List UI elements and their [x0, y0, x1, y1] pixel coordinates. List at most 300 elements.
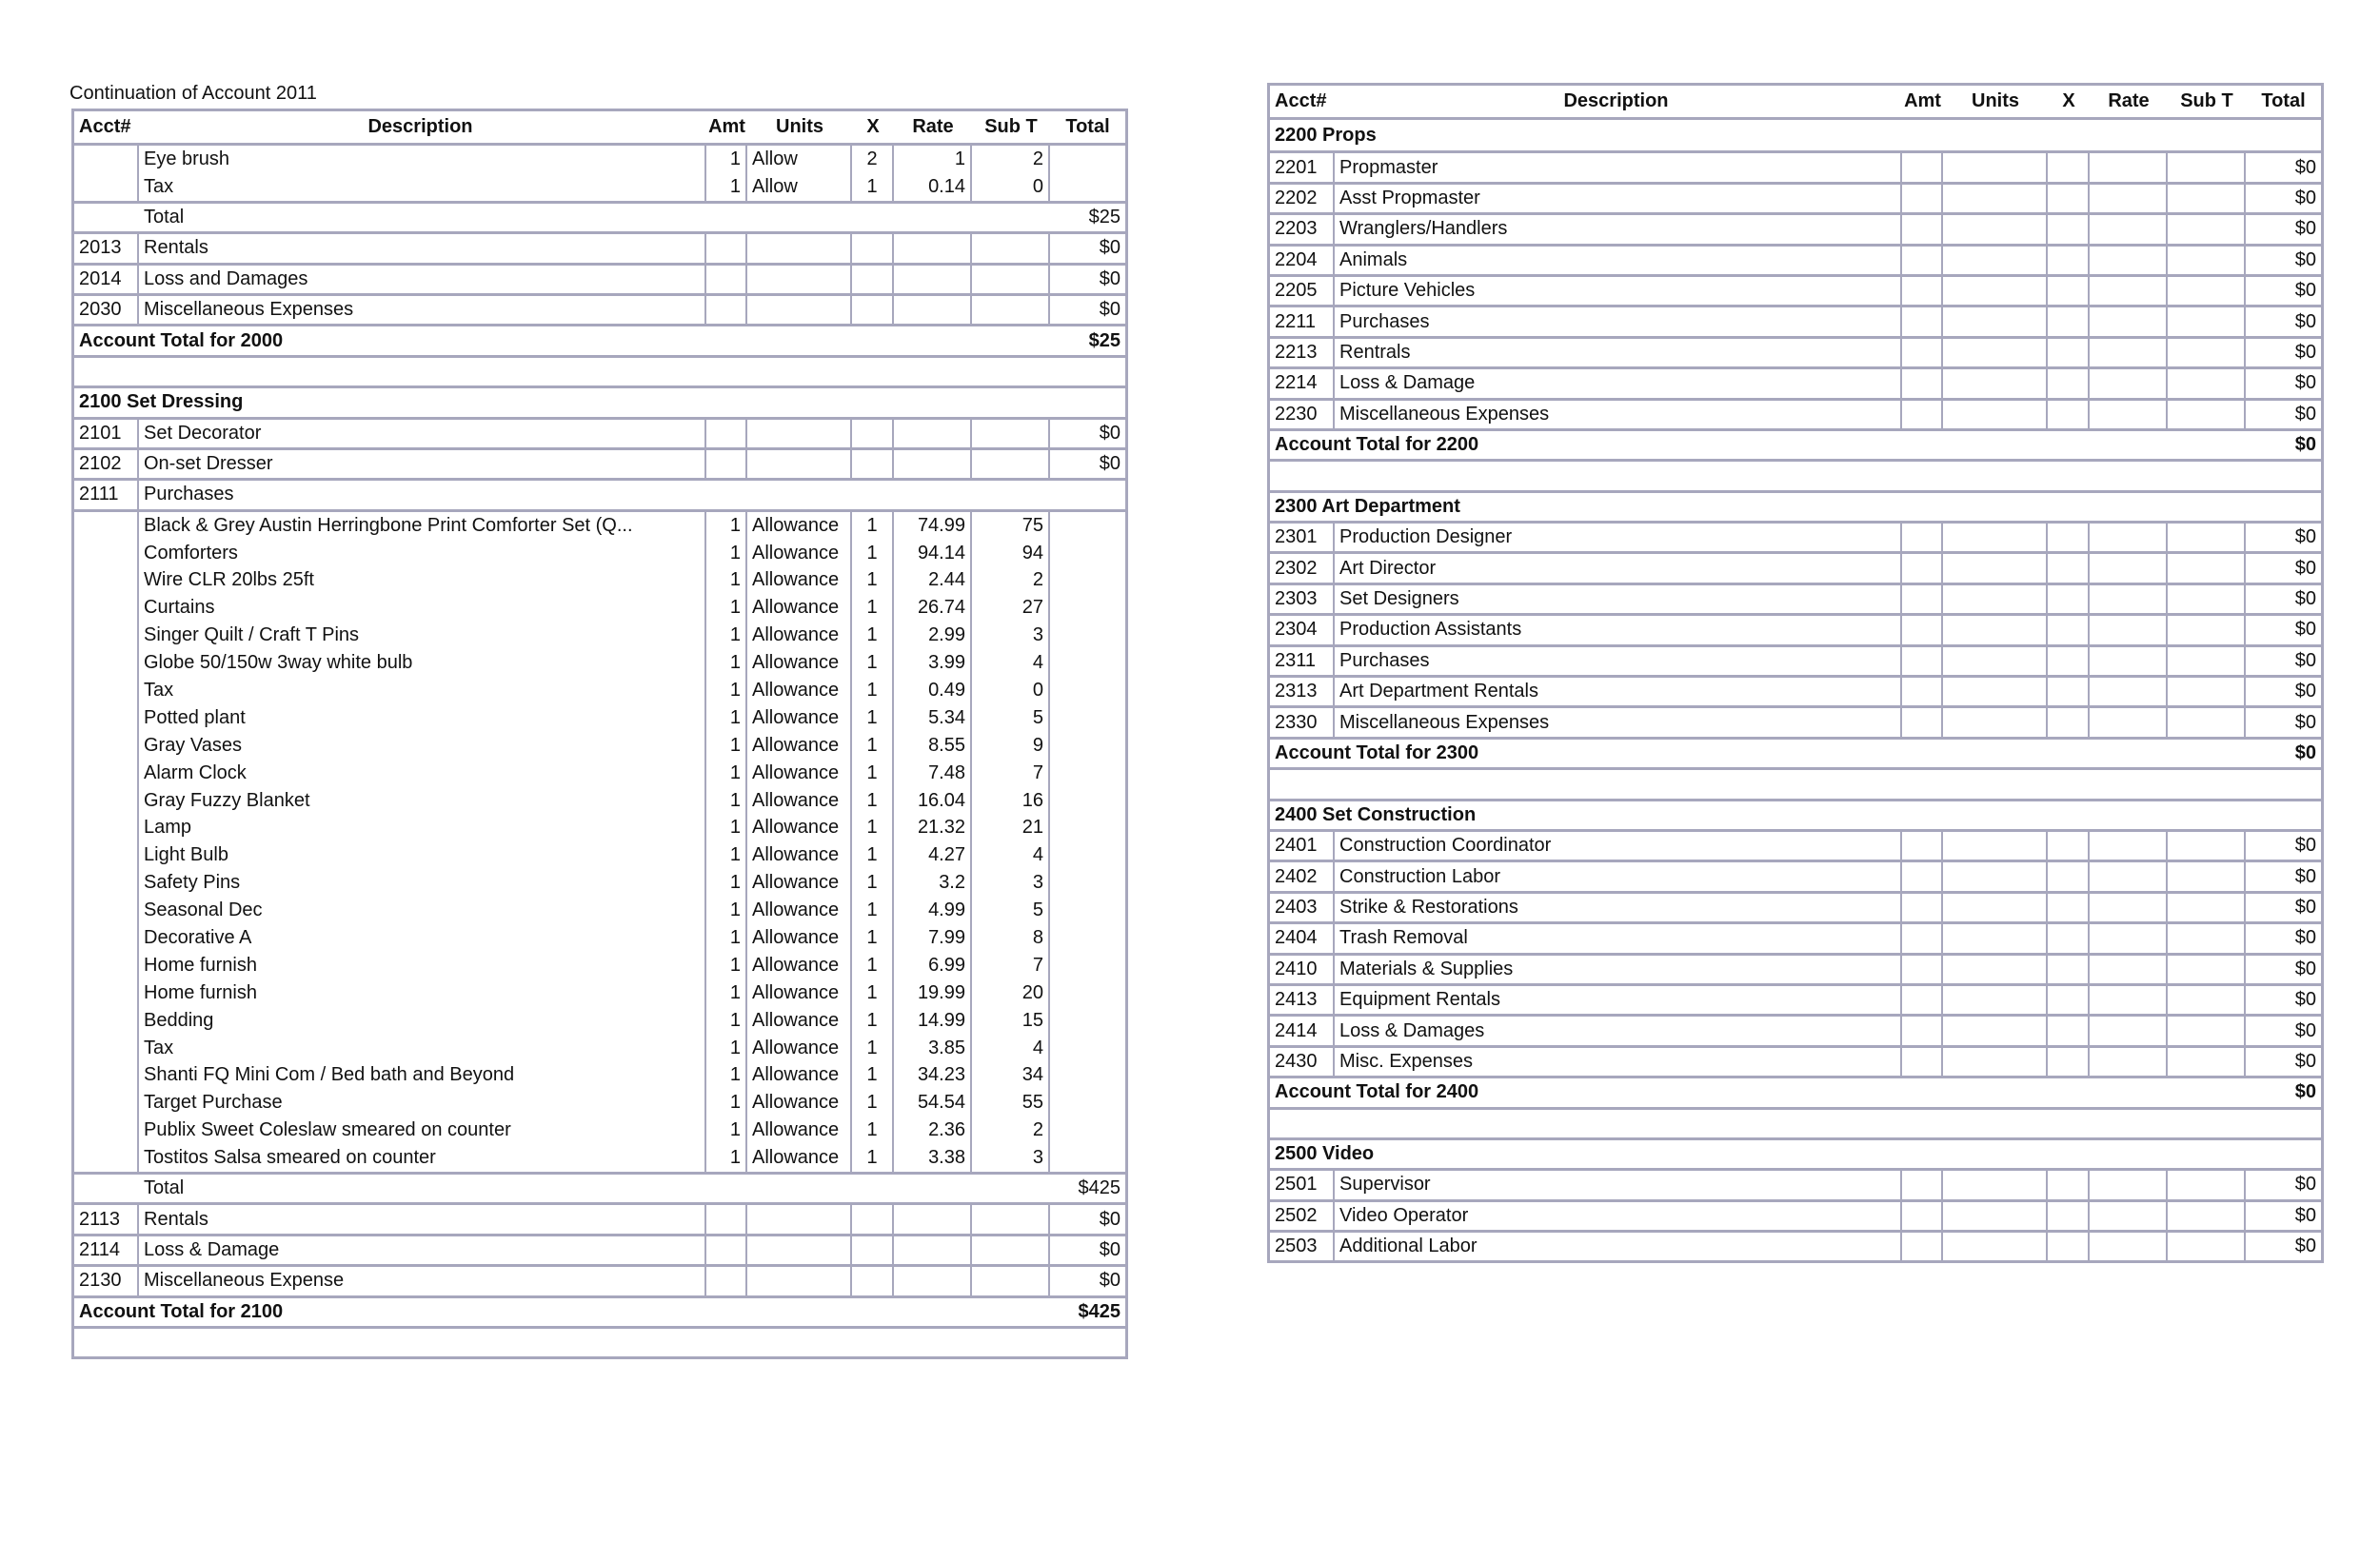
item-x: 1 — [852, 732, 894, 760]
subtotal-cell — [2168, 647, 2246, 675]
x-cell — [2048, 1171, 2090, 1198]
description: Propmaster — [1335, 153, 1902, 181]
total-cell: $0 — [2294, 403, 2316, 425]
subtotal-cell — [2168, 1171, 2246, 1198]
col-description-header: Description — [367, 116, 473, 137]
units-cell — [747, 1236, 852, 1264]
rate-cell — [2090, 307, 2168, 335]
item-total — [1050, 1062, 1125, 1090]
subtotal-cell — [2168, 247, 2246, 274]
item-x: 1 — [852, 173, 894, 201]
subtotal-cell — [2168, 708, 2246, 736]
subtotal-cell — [2168, 924, 2246, 952]
acct-number — [74, 1117, 139, 1144]
item-total — [1050, 787, 1125, 815]
item-total — [1050, 649, 1125, 677]
item-units center: Allow — [747, 146, 852, 173]
amt-cell — [1902, 277, 1943, 305]
total-cell: $0 — [2294, 187, 2316, 208]
line-item-row — [74, 869, 1125, 897]
description: Construction Coordinator — [1335, 832, 1902, 860]
item-description: Tax — [139, 1035, 706, 1062]
units-cell — [1943, 1202, 2048, 1230]
line-item-row — [74, 649, 1125, 677]
col-total-header: Total — [1065, 116, 1110, 137]
item-amt: 1 — [706, 704, 747, 732]
x-cell — [2048, 185, 2090, 212]
acct-number: 2030 — [74, 296, 139, 324]
units-cell — [1943, 277, 2048, 305]
item-amt: 1 — [706, 512, 747, 540]
x-cell — [2048, 616, 2090, 643]
rate-cell — [2090, 956, 2168, 983]
item-units center: Allowance — [747, 760, 852, 787]
col-subt-header: Sub T — [2180, 90, 2233, 111]
units-cell — [1943, 185, 2048, 212]
item-rate: 5.34 — [894, 704, 972, 732]
item-x: 1 — [852, 704, 894, 732]
item-total — [1050, 760, 1125, 787]
acct-number: 2130 — [74, 1267, 139, 1295]
subtotal-cell — [2168, 1233, 2246, 1260]
item-x: 1 — [852, 594, 894, 622]
item-subtotal: 75 — [972, 512, 1050, 540]
account-total-label: Account Total for 2000 — [79, 329, 284, 351]
x-cell — [2048, 215, 2090, 243]
item-rate: 54.54 — [894, 1089, 972, 1117]
item-description: Tostitos Salsa smeared on counter — [139, 1144, 706, 1172]
item-rate: 6.99 — [894, 952, 972, 979]
line-item-row — [74, 677, 1125, 704]
rate-cell — [2090, 1171, 2168, 1198]
item-rate: 74.99 — [894, 512, 972, 540]
item-description: Safety Pins — [139, 869, 706, 897]
item-total — [1050, 512, 1125, 540]
item-total — [1050, 540, 1125, 567]
account-total-row — [1270, 1076, 2321, 1106]
acct-number — [74, 979, 139, 1007]
rate-cell — [2090, 1048, 2168, 1076]
item-subtotal: 21 — [972, 814, 1050, 841]
account-row — [1270, 1168, 2321, 1198]
item-description: Globe 50/150w 3way white bulb — [139, 649, 706, 677]
units-cell — [747, 266, 852, 293]
amt-cell — [1902, 1017, 1943, 1044]
description: Misc. Expenses — [1335, 1048, 1902, 1076]
item-units center: Allowance — [747, 677, 852, 704]
subtotal-cell — [2168, 1202, 2246, 1230]
item-x: 1 — [852, 512, 894, 540]
account-row — [1270, 675, 2321, 705]
total-cell: $0 — [2294, 1204, 2316, 1226]
item-amt: 1 — [706, 1035, 747, 1062]
subtotal-cell — [2168, 616, 2246, 643]
line-item-row — [74, 146, 1125, 173]
amt-cell — [1902, 247, 1943, 274]
item-description: Tax — [139, 173, 706, 201]
account-row — [74, 231, 1125, 262]
item-subtotal: 2 — [972, 146, 1050, 173]
line-item-row — [74, 952, 1125, 979]
account-row — [1270, 182, 2321, 212]
item-amt: 1 — [706, 566, 747, 594]
acct-number: 2330 — [1270, 708, 1335, 736]
rate-cell — [894, 234, 972, 262]
item-total — [1050, 146, 1125, 173]
item-description: Target Purchase — [139, 1089, 706, 1117]
x-cell — [2048, 307, 2090, 335]
item-description: Singer Quilt / Craft T Pins — [139, 622, 706, 649]
account-row — [74, 263, 1125, 293]
amt-cell — [706, 420, 747, 447]
acct-number: 2214 — [1270, 369, 1335, 397]
rate-cell — [894, 1267, 972, 1295]
item-rate: 16.04 — [894, 787, 972, 815]
description: Miscellaneous Expense — [139, 1267, 706, 1295]
item-description: Seasonal Dec — [139, 897, 706, 924]
rate-cell — [2090, 678, 2168, 705]
amt-cell — [1902, 554, 1943, 582]
subtotal-cell — [2168, 986, 2246, 1014]
rate-cell — [2090, 153, 2168, 181]
units-cell — [747, 450, 852, 478]
blank-row — [1270, 459, 2321, 489]
acct-number: 2410 — [1270, 956, 1335, 983]
item-total — [1050, 869, 1125, 897]
acct-number: 2211 — [1270, 307, 1335, 335]
amt-cell — [706, 234, 747, 262]
item-description: Wire CLR 20lbs 25ft — [139, 566, 706, 594]
account-total-row — [1270, 428, 2321, 459]
rate-cell — [2090, 708, 2168, 736]
x-cell — [2048, 862, 2090, 890]
amt-cell — [1902, 894, 1943, 921]
units-cell — [1943, 894, 2048, 921]
acct-number: 2213 — [1270, 339, 1335, 366]
total-cell: $0 — [2294, 619, 2316, 641]
item-units center: Allowance — [747, 924, 852, 952]
item-subtotal: 94 — [972, 540, 1050, 567]
account-total-label: Account Total for 2100 — [79, 1300, 284, 1322]
acct-number — [74, 1175, 139, 1202]
account-row — [1270, 1045, 2321, 1076]
acct-number: 2114 — [74, 1236, 139, 1264]
item-total — [1050, 1089, 1125, 1117]
x-cell — [2048, 956, 2090, 983]
item-x: 1 — [852, 952, 894, 979]
amt-cell — [1902, 1233, 1943, 1260]
description: Miscellaneous Expenses — [139, 296, 706, 324]
item-rate: 2.99 — [894, 622, 972, 649]
section-title-text: 2300 Art Department — [1275, 495, 1460, 517]
acct-number: 2301 — [1270, 524, 1335, 551]
total-cell: $0 — [2294, 1174, 2316, 1196]
acct-number: 2402 — [1270, 862, 1335, 890]
rate-cell — [2090, 585, 2168, 613]
col-amt-header: Amt — [1904, 90, 1941, 111]
subtotal-cell — [2168, 339, 2246, 366]
item-total — [1050, 1117, 1125, 1144]
acct-number: 2503 — [1270, 1233, 1335, 1260]
section-title — [1270, 490, 2321, 521]
account-row — [1270, 274, 2321, 305]
amt-cell — [1902, 524, 1943, 551]
rate-cell — [2090, 524, 2168, 551]
col-units-header: Units — [776, 116, 823, 137]
item-units center: Allowance — [747, 841, 852, 869]
col-subt-header: Sub T — [984, 116, 1038, 137]
item-subtotal: 4 — [972, 1035, 1050, 1062]
x-cell — [2048, 277, 2090, 305]
description: Rentrals — [1335, 339, 1902, 366]
item-units center: Allowance — [747, 540, 852, 567]
units-cell — [1943, 647, 2048, 675]
subtotal-cell — [2168, 277, 2246, 305]
item-x: 1 — [852, 1144, 894, 1172]
x-cell — [2048, 647, 2090, 675]
section-title — [1270, 1137, 2321, 1168]
units-cell — [1943, 307, 2048, 335]
amt-cell — [1902, 862, 1943, 890]
item-description: Gray Fuzzy Blanket — [139, 787, 706, 815]
account-row — [1270, 891, 2321, 921]
item-units center: Allowance — [747, 732, 852, 760]
x-cell — [2048, 678, 2090, 705]
subtotal-cell — [2168, 1017, 2246, 1044]
item-x: 1 — [852, 1089, 894, 1117]
x-cell — [2048, 1048, 2090, 1076]
subtotal-cell — [2168, 185, 2246, 212]
item-amt: 1 — [706, 649, 747, 677]
account-total-label: Account Total for 2200 — [1275, 434, 1479, 456]
total-cell: $0 — [2294, 280, 2316, 302]
amt-cell — [1902, 585, 1943, 613]
item-subtotal: 55 — [972, 1089, 1050, 1117]
units-cell — [1943, 986, 2048, 1014]
column-header-row — [74, 111, 1125, 146]
rate-cell — [2090, 647, 2168, 675]
acct-number: 2101 — [74, 420, 139, 447]
units-cell — [1943, 524, 2048, 551]
item-amt: 1 — [706, 1089, 747, 1117]
blank-row — [74, 355, 1125, 386]
acct-number — [74, 594, 139, 622]
line-item-row — [74, 173, 1125, 201]
item-amt: 1 — [706, 594, 747, 622]
units-cell — [1943, 832, 2048, 860]
amt-cell — [1902, 339, 1943, 366]
item-units center: Allowance — [747, 1062, 852, 1090]
description: Miscellaneous Expenses — [1335, 401, 1902, 428]
line-item-row — [74, 814, 1125, 841]
item-description: Black & Grey Austin Herringbone Print Comforter Set (Q... — [139, 512, 706, 540]
acct-number: 2403 — [1270, 894, 1335, 921]
units-cell — [747, 296, 852, 324]
line-item-row — [74, 622, 1125, 649]
total-cell: $0 — [2294, 865, 2316, 887]
amt-cell — [1902, 924, 1943, 952]
item-total — [1050, 979, 1125, 1007]
acct-number — [74, 1007, 139, 1035]
amt-cell — [706, 296, 747, 324]
description: Animals — [1335, 247, 1902, 274]
item-units center: Allowance — [747, 1117, 852, 1144]
total-cell: $0 — [2294, 1019, 2316, 1041]
units-cell — [1943, 585, 2048, 613]
item-amt: 1 — [706, 173, 747, 201]
acct-number — [74, 897, 139, 924]
item-subtotal: 7 — [972, 760, 1050, 787]
x-cell — [2048, 153, 2090, 181]
rate-cell — [894, 266, 972, 293]
line-item-row — [74, 1035, 1125, 1062]
acct-number: 2501 — [1270, 1171, 1335, 1198]
total-cell: $0 — [2294, 557, 2316, 579]
item-rate: 3.85 — [894, 1035, 972, 1062]
x-cell — [2048, 401, 2090, 428]
item-x: 1 — [852, 540, 894, 567]
item-description: Eye brush — [139, 146, 706, 173]
item-x: 1 — [852, 841, 894, 869]
acct-number — [74, 787, 139, 815]
x-cell — [2048, 1202, 2090, 1230]
subtotal-cell — [2168, 894, 2246, 921]
item-units center: Allowance — [747, 1007, 852, 1035]
item-x: 2 — [852, 146, 894, 173]
acct-number — [74, 952, 139, 979]
item-description: Publix Sweet Coleslaw smeared on counter — [139, 1117, 706, 1144]
description: Video Operator — [1335, 1202, 1902, 1230]
acct-number: 2313 — [1270, 678, 1335, 705]
item-description: Light Bulb — [139, 841, 706, 869]
item-subtotal: 8 — [972, 924, 1050, 952]
item-amt: 1 — [706, 979, 747, 1007]
acct-number: 2401 — [1270, 832, 1335, 860]
description: Purchases — [144, 484, 234, 505]
line-item-row — [74, 1117, 1125, 1144]
account-row — [74, 1234, 1125, 1264]
item-total — [1050, 677, 1125, 704]
item-amt: 1 — [706, 1117, 747, 1144]
left-budget-sheet — [71, 109, 1128, 1359]
item-units center: Allowance — [747, 787, 852, 815]
item-amt: 1 — [706, 677, 747, 704]
line-item-row — [74, 594, 1125, 622]
item-rate: 94.14 — [894, 540, 972, 567]
item-subtotal: 34 — [972, 1062, 1050, 1090]
page-caption: Continuation of Account 2011 — [69, 83, 317, 104]
acct-number — [74, 1035, 139, 1062]
subtotal-cell — [2168, 1048, 2246, 1076]
subtotal-cell — [2168, 307, 2246, 335]
description: Loss & Damages — [1335, 1017, 1902, 1044]
line-item-row — [74, 512, 1125, 540]
acct-number — [74, 540, 139, 567]
total-cell: $0 — [2294, 310, 2316, 332]
blank-row — [1270, 1107, 2321, 1137]
total-cell: $0 — [2294, 896, 2316, 918]
item-description: Home furnish — [139, 979, 706, 1007]
item-total — [1050, 732, 1125, 760]
item-amt: 1 — [706, 1144, 747, 1172]
acct-number — [74, 649, 139, 677]
total-cell: $0 — [2294, 958, 2316, 979]
item-amt: 1 — [706, 732, 747, 760]
x-cell — [852, 234, 894, 262]
units-cell — [1943, 862, 2048, 890]
line-item-row — [74, 540, 1125, 567]
item-subtotal: 5 — [972, 704, 1050, 732]
description: Miscellaneous Expenses — [1335, 708, 1902, 736]
column-header-row — [1270, 86, 2321, 120]
account-total-row — [74, 324, 1125, 354]
amt-cell — [1902, 647, 1943, 675]
amt-cell — [706, 1236, 747, 1264]
item-units center: Allowance — [747, 979, 852, 1007]
acct-number: 2201 — [1270, 153, 1335, 181]
item-units center: Allowance — [747, 897, 852, 924]
item-total — [1050, 594, 1125, 622]
rate-cell — [894, 1236, 972, 1264]
item-subtotal: 4 — [972, 841, 1050, 869]
item-description: Alarm Clock — [139, 760, 706, 787]
col-x-header: X — [866, 116, 880, 137]
units-cell — [1943, 215, 2048, 243]
acct-number — [74, 841, 139, 869]
item-rate: 2.44 — [894, 566, 972, 594]
account-row — [1270, 860, 2321, 890]
item-description: Home furnish — [139, 952, 706, 979]
right-budget-sheet — [1267, 83, 2324, 1263]
item-description: Lamp — [139, 814, 706, 841]
subtotal-cell — [2168, 862, 2246, 890]
amt-cell — [706, 450, 747, 478]
rate-cell — [2090, 185, 2168, 212]
description: Equipment Rentals — [1335, 986, 1902, 1014]
total-cell: $0 — [1099, 299, 1121, 321]
item-subtotal: 16 — [972, 787, 1050, 815]
rate-cell — [894, 450, 972, 478]
item-description: Tax — [139, 677, 706, 704]
account-row — [74, 417, 1125, 447]
item-x: 1 — [852, 1117, 894, 1144]
total-cell: $0 — [1099, 422, 1121, 444]
rate-cell — [2090, 369, 2168, 397]
x-cell — [2048, 369, 2090, 397]
account-total-row — [1270, 737, 2321, 767]
total-cell: $0 — [2294, 989, 2316, 1011]
description: Trash Removal — [1335, 924, 1902, 952]
col-amt-header: Amt — [708, 116, 745, 137]
acct-number — [74, 173, 139, 201]
rate-cell — [2090, 832, 2168, 860]
units-cell — [1943, 401, 2048, 428]
item-subtotal: 3 — [972, 869, 1050, 897]
x-cell — [2048, 832, 2090, 860]
item-amt: 1 — [706, 787, 747, 815]
item-x: 1 — [852, 1007, 894, 1035]
line-item-row — [74, 787, 1125, 815]
item-units center: Allowance — [747, 952, 852, 979]
item-rate: 1 — [894, 146, 972, 173]
account-row — [1270, 212, 2321, 243]
acct-number — [74, 146, 139, 173]
amt-cell — [706, 266, 747, 293]
total-cell: $0 — [2294, 835, 2316, 857]
account-row — [1270, 1199, 2321, 1230]
line-item-row — [74, 566, 1125, 594]
item-amt: 1 — [706, 814, 747, 841]
